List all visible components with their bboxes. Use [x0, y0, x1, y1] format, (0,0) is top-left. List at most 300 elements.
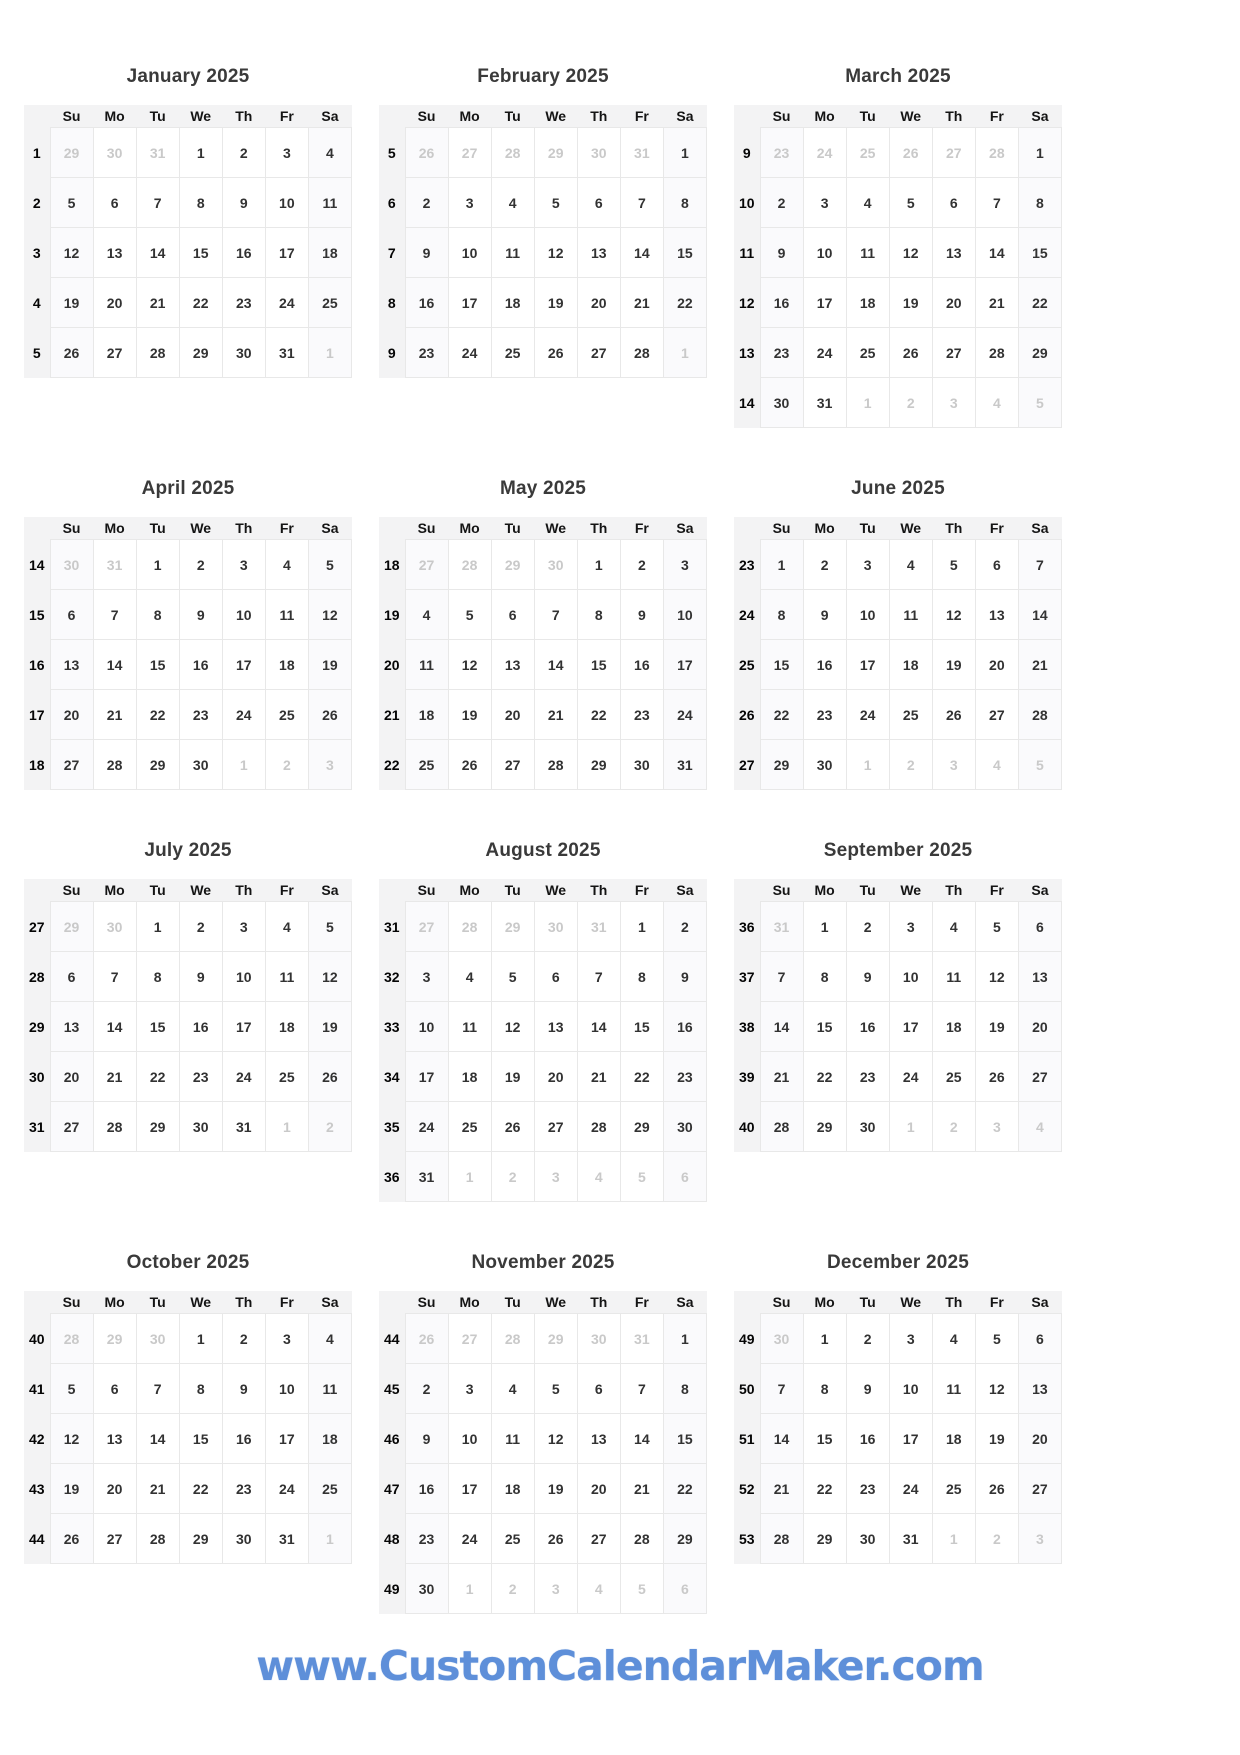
day-cell: 5	[491, 952, 534, 1002]
week-column-header	[24, 879, 50, 902]
day-cell: 7	[760, 952, 803, 1002]
day-cell: 28	[577, 1102, 620, 1152]
day-cell-outside-month: 3	[1018, 1514, 1061, 1564]
day-cell: 5	[534, 178, 577, 228]
day-cell: 5	[975, 1314, 1018, 1364]
day-cell: 19	[50, 1464, 93, 1514]
week-column-header	[379, 105, 405, 128]
day-cell-outside-month: 1	[663, 328, 706, 378]
day-cell: 28	[760, 1102, 803, 1152]
day-header-mo: Mo	[448, 879, 491, 902]
day-cell: 26	[50, 1514, 93, 1564]
day-cell-outside-month: 1	[448, 1564, 491, 1614]
day-cell: 19	[308, 1002, 351, 1052]
day-cell: 2	[663, 902, 706, 952]
day-header-mo: Mo	[93, 105, 136, 128]
day-header-row	[24, 879, 352, 902]
day-header-row	[24, 1291, 352, 1314]
day-cell: 1	[663, 128, 706, 178]
week-column-header	[379, 1291, 405, 1314]
day-cell: 4	[932, 1314, 975, 1364]
day-cell-outside-month: 6	[663, 1152, 706, 1202]
day-cell: 7	[93, 952, 136, 1002]
day-cell: 4	[846, 178, 889, 228]
day-cell: 18	[405, 690, 448, 740]
week-row	[734, 178, 1062, 228]
day-cell: 10	[448, 1414, 491, 1464]
day-cell: 5	[308, 902, 351, 952]
week-number: 5	[24, 328, 50, 378]
day-cell-outside-month: 23	[760, 128, 803, 178]
week-row	[734, 278, 1062, 328]
day-cell: 5	[308, 540, 351, 590]
day-cell-outside-month: 28	[448, 902, 491, 952]
month-table	[379, 879, 707, 1202]
week-row	[734, 1464, 1062, 1514]
week-column-header	[379, 517, 405, 540]
month-title: September 2025	[823, 840, 973, 861]
day-header-row	[734, 1291, 1062, 1314]
day-cell: 12	[975, 952, 1018, 1002]
day-cell: 1	[136, 540, 179, 590]
week-number: 42	[24, 1414, 50, 1464]
day-cell: 26	[889, 328, 932, 378]
day-cell: 6	[577, 1364, 620, 1414]
day-cell: 12	[308, 952, 351, 1002]
day-cell: 23	[179, 1052, 222, 1102]
day-header-mo: Mo	[803, 517, 846, 540]
day-header-mo: Mo	[448, 1291, 491, 1314]
day-cell: 11	[265, 590, 308, 640]
day-header-mo: Mo	[93, 517, 136, 540]
day-cell-outside-month: 31	[760, 902, 803, 952]
week-row	[734, 1102, 1062, 1152]
week-row	[24, 1314, 352, 1364]
week-row	[24, 328, 352, 378]
day-header-su: Su	[760, 105, 803, 128]
week-row	[734, 378, 1062, 428]
month-february-2025	[379, 66, 707, 378]
day-cell-outside-month: 26	[889, 128, 932, 178]
day-cell: 15	[136, 1002, 179, 1052]
day-cell: 30	[620, 740, 663, 790]
day-cell-outside-month: 30	[136, 1314, 179, 1364]
week-number: 14	[734, 378, 760, 428]
day-cell: 21	[760, 1052, 803, 1102]
day-header-fr: Fr	[265, 879, 308, 902]
day-cell: 20	[577, 278, 620, 328]
day-cell-outside-month: 28	[491, 1314, 534, 1364]
day-cell: 21	[620, 1464, 663, 1514]
day-cell: 30	[222, 1514, 265, 1564]
month-title: November 2025	[471, 1252, 615, 1273]
month-title: May 2025	[499, 478, 587, 499]
day-cell-outside-month: 2	[265, 740, 308, 790]
day-cell: 13	[50, 1002, 93, 1052]
day-header-fr: Fr	[975, 879, 1018, 902]
day-header-th: Th	[577, 517, 620, 540]
day-cell: 5	[50, 1364, 93, 1414]
day-cell: 18	[265, 1002, 308, 1052]
day-cell: 8	[620, 952, 663, 1002]
day-header-tu: Tu	[491, 879, 534, 902]
week-number: 10	[734, 178, 760, 228]
week-row	[24, 590, 352, 640]
day-cell: 10	[405, 1002, 448, 1052]
day-cell-outside-month: 3	[932, 378, 975, 428]
day-cell-outside-month: 4	[577, 1564, 620, 1614]
day-header-th: Th	[932, 517, 975, 540]
day-cell: 2	[846, 1314, 889, 1364]
day-cell-outside-month: 1	[308, 1514, 351, 1564]
day-cell: 18	[448, 1052, 491, 1102]
week-number: 35	[379, 1102, 405, 1152]
day-header-we: We	[889, 517, 932, 540]
month-table	[734, 1291, 1062, 1564]
day-cell: 17	[222, 640, 265, 690]
day-cell: 17	[265, 228, 308, 278]
day-cell: 26	[534, 328, 577, 378]
day-cell: 5	[975, 902, 1018, 952]
day-cell: 19	[491, 1052, 534, 1102]
day-cell: 2	[760, 178, 803, 228]
day-cell-outside-month: 26	[405, 128, 448, 178]
day-header-mo: Mo	[93, 1291, 136, 1314]
day-cell: 10	[448, 228, 491, 278]
month-august-2025	[379, 840, 707, 1202]
day-cell: 27	[93, 328, 136, 378]
watermark-url[interactable]: www.CustomCalendarMaker.com	[256, 1642, 984, 1690]
day-cell: 10	[265, 178, 308, 228]
week-number: 5	[379, 128, 405, 178]
day-cell: 16	[803, 640, 846, 690]
day-header-we: We	[889, 879, 932, 902]
day-cell: 1	[663, 1314, 706, 1364]
day-cell: 29	[179, 328, 222, 378]
day-cell: 27	[93, 1514, 136, 1564]
day-cell: 30	[222, 328, 265, 378]
day-cell: 19	[308, 640, 351, 690]
day-cell-outside-month: 29	[93, 1314, 136, 1364]
month-title: October 2025	[126, 1252, 250, 1273]
day-cell: 11	[308, 178, 351, 228]
day-cell-outside-month: 31	[577, 902, 620, 952]
day-cell: 7	[975, 178, 1018, 228]
day-cell: 27	[1018, 1464, 1061, 1514]
month-table	[379, 1291, 707, 1614]
week-number: 40	[734, 1102, 760, 1152]
day-cell: 12	[975, 1364, 1018, 1414]
day-cell: 23	[620, 690, 663, 740]
day-cell: 15	[179, 1414, 222, 1464]
week-row	[734, 902, 1062, 952]
day-cell: 2	[846, 902, 889, 952]
week-number: 36	[379, 1152, 405, 1202]
day-cell: 4	[265, 540, 308, 590]
day-cell: 23	[405, 1514, 448, 1564]
day-cell: 2	[405, 1364, 448, 1414]
week-number: 16	[24, 640, 50, 690]
day-cell: 28	[534, 740, 577, 790]
day-header-th: Th	[932, 1291, 975, 1314]
day-header-sa: Sa	[1018, 879, 1061, 902]
week-number: 47	[379, 1464, 405, 1514]
day-cell: 10	[889, 952, 932, 1002]
day-header-we: We	[179, 105, 222, 128]
day-cell: 4	[491, 178, 534, 228]
day-cell: 6	[93, 1364, 136, 1414]
month-april-2025	[24, 478, 352, 790]
day-cell-outside-month: 26	[405, 1314, 448, 1364]
week-column-header	[24, 517, 50, 540]
day-cell: 9	[663, 952, 706, 1002]
day-cell: 9	[846, 952, 889, 1002]
day-cell: 8	[136, 952, 179, 1002]
week-number: 24	[734, 590, 760, 640]
month-title: August 2025	[485, 840, 601, 861]
week-number: 12	[734, 278, 760, 328]
day-header-fr: Fr	[265, 517, 308, 540]
day-header-we: We	[534, 879, 577, 902]
day-cell: 8	[179, 178, 222, 228]
day-cell: 6	[577, 178, 620, 228]
day-header-tu: Tu	[136, 879, 179, 902]
day-cell: 16	[222, 1414, 265, 1464]
day-cell: 22	[179, 1464, 222, 1514]
day-cell: 15	[663, 228, 706, 278]
day-cell: 29	[620, 1102, 663, 1152]
week-number: 22	[379, 740, 405, 790]
day-cell-outside-month: 1	[846, 378, 889, 428]
month-title: July 2025	[144, 840, 232, 861]
day-header-we: We	[179, 879, 222, 902]
month-title: April 2025	[141, 478, 235, 499]
day-cell-outside-month: 1	[265, 1102, 308, 1152]
month-july-2025	[24, 840, 352, 1152]
day-header-row	[379, 105, 707, 128]
day-cell: 3	[889, 902, 932, 952]
day-cell: 31	[405, 1152, 448, 1202]
day-cell: 4	[889, 540, 932, 590]
day-cell: 20	[50, 690, 93, 740]
day-cell-outside-month: 6	[663, 1564, 706, 1614]
day-cell: 15	[136, 640, 179, 690]
day-header-sa: Sa	[1018, 517, 1061, 540]
day-cell: 1	[803, 1314, 846, 1364]
day-cell: 16	[760, 278, 803, 328]
day-cell: 27	[534, 1102, 577, 1152]
day-cell: 2	[222, 1314, 265, 1364]
day-cell-outside-month: 3	[534, 1152, 577, 1202]
day-cell: 9	[179, 952, 222, 1002]
day-header-sa: Sa	[663, 1291, 706, 1314]
month-may-2025	[379, 478, 707, 790]
week-number: 19	[379, 590, 405, 640]
week-row	[734, 228, 1062, 278]
day-cell: 24	[222, 1052, 265, 1102]
day-cell: 22	[663, 1464, 706, 1514]
day-header-we: We	[534, 517, 577, 540]
day-cell: 3	[448, 1364, 491, 1414]
week-row	[379, 1514, 707, 1564]
day-cell-outside-month: 2	[975, 1514, 1018, 1564]
day-cell: 17	[448, 1464, 491, 1514]
day-header-sa: Sa	[1018, 105, 1061, 128]
week-number: 49	[379, 1564, 405, 1614]
day-cell: 6	[975, 540, 1018, 590]
day-cell: 4	[448, 952, 491, 1002]
week-row	[734, 1314, 1062, 1364]
week-row	[379, 590, 707, 640]
day-cell: 27	[1018, 1052, 1061, 1102]
week-row	[734, 128, 1062, 178]
day-cell-outside-month: 2	[932, 1102, 975, 1152]
day-header-sa: Sa	[308, 517, 351, 540]
week-row	[734, 1414, 1062, 1464]
week-number: 26	[734, 690, 760, 740]
week-row	[734, 1364, 1062, 1414]
day-header-su: Su	[405, 105, 448, 128]
day-cell: 7	[620, 1364, 663, 1414]
day-header-sa: Sa	[308, 105, 351, 128]
day-header-th: Th	[222, 879, 265, 902]
day-cell: 14	[620, 228, 663, 278]
day-cell-outside-month: 2	[491, 1564, 534, 1614]
day-cell: 22	[136, 1052, 179, 1102]
week-number: 51	[734, 1414, 760, 1464]
week-row	[24, 128, 352, 178]
day-cell: 15	[1018, 228, 1061, 278]
month-table	[734, 517, 1062, 790]
day-cell-outside-month: 29	[491, 540, 534, 590]
day-cell: 31	[803, 378, 846, 428]
day-cell: 15	[803, 1414, 846, 1464]
week-row	[734, 640, 1062, 690]
day-cell: 22	[1018, 278, 1061, 328]
month-table	[24, 105, 352, 378]
day-cell: 11	[932, 952, 975, 1002]
day-cell: 8	[136, 590, 179, 640]
day-cell: 5	[932, 540, 975, 590]
day-header-th: Th	[932, 105, 975, 128]
day-cell: 3	[663, 540, 706, 590]
day-cell: 9	[803, 590, 846, 640]
month-title: February 2025	[477, 66, 609, 87]
day-cell: 23	[405, 328, 448, 378]
day-cell: 11	[491, 228, 534, 278]
day-cell: 9	[405, 228, 448, 278]
day-cell: 9	[405, 1414, 448, 1464]
day-cell: 21	[136, 1464, 179, 1514]
day-cell: 29	[136, 740, 179, 790]
week-row	[24, 278, 352, 328]
day-cell: 11	[265, 952, 308, 1002]
day-cell-outside-month: 2	[889, 378, 932, 428]
day-cell: 22	[179, 278, 222, 328]
day-cell: 28	[620, 1514, 663, 1564]
day-cell: 26	[491, 1102, 534, 1152]
day-cell: 22	[620, 1052, 663, 1102]
day-cell: 6	[932, 178, 975, 228]
week-column-header	[734, 1291, 760, 1314]
day-cell: 11	[405, 640, 448, 690]
day-cell: 21	[1018, 640, 1061, 690]
day-cell: 7	[93, 590, 136, 640]
day-cell-outside-month: 30	[577, 1314, 620, 1364]
day-cell: 19	[448, 690, 491, 740]
month-september-2025	[734, 840, 1062, 1152]
day-cell: 21	[975, 278, 1018, 328]
day-header-fr: Fr	[620, 1291, 663, 1314]
day-cell: 5	[534, 1364, 577, 1414]
day-cell-outside-month: 1	[846, 740, 889, 790]
day-cell: 8	[663, 178, 706, 228]
day-cell: 18	[846, 278, 889, 328]
week-row	[24, 1514, 352, 1564]
day-cell-outside-month: 29	[534, 128, 577, 178]
day-cell: 6	[534, 952, 577, 1002]
day-cell: 6	[50, 590, 93, 640]
week-column-header	[24, 1291, 50, 1314]
day-header-su: Su	[50, 517, 93, 540]
day-cell: 12	[308, 590, 351, 640]
day-header-su: Su	[50, 1291, 93, 1314]
day-cell-outside-month: 27	[448, 1314, 491, 1364]
day-cell: 3	[803, 178, 846, 228]
week-number: 52	[734, 1464, 760, 1514]
day-cell: 24	[846, 690, 889, 740]
week-number: 3	[24, 228, 50, 278]
day-cell: 19	[889, 278, 932, 328]
day-cell-outside-month: 27	[448, 128, 491, 178]
week-row	[24, 952, 352, 1002]
month-title: January 2025	[126, 66, 250, 87]
day-cell: 17	[889, 1002, 932, 1052]
day-cell-outside-month: 30	[534, 902, 577, 952]
day-header-su: Su	[405, 879, 448, 902]
day-cell: 24	[448, 1514, 491, 1564]
day-cell: 29	[577, 740, 620, 790]
month-table	[24, 517, 352, 790]
week-column-header	[734, 879, 760, 902]
day-cell: 10	[803, 228, 846, 278]
day-cell: 25	[308, 1464, 351, 1514]
day-cell: 29	[136, 1102, 179, 1152]
week-row	[379, 1314, 707, 1364]
week-number: 11	[734, 228, 760, 278]
day-cell: 18	[932, 1002, 975, 1052]
day-cell: 20	[93, 1464, 136, 1514]
day-cell-outside-month: 28	[448, 540, 491, 590]
month-table	[734, 879, 1062, 1152]
day-cell-outside-month: 30	[760, 1314, 803, 1364]
week-number: 2	[24, 178, 50, 228]
day-cell-outside-month: 28	[975, 128, 1018, 178]
day-cell: 24	[265, 278, 308, 328]
day-cell: 20	[50, 1052, 93, 1102]
day-cell: 24	[889, 1052, 932, 1102]
month-table	[734, 105, 1062, 428]
day-cell: 19	[534, 1464, 577, 1514]
day-cell: 26	[448, 740, 491, 790]
day-cell-outside-month: 5	[620, 1152, 663, 1202]
day-cell: 21	[534, 690, 577, 740]
day-cell: 29	[179, 1514, 222, 1564]
week-row	[24, 740, 352, 790]
day-header-sa: Sa	[663, 517, 706, 540]
day-cell: 7	[1018, 540, 1061, 590]
month-table	[379, 517, 707, 790]
